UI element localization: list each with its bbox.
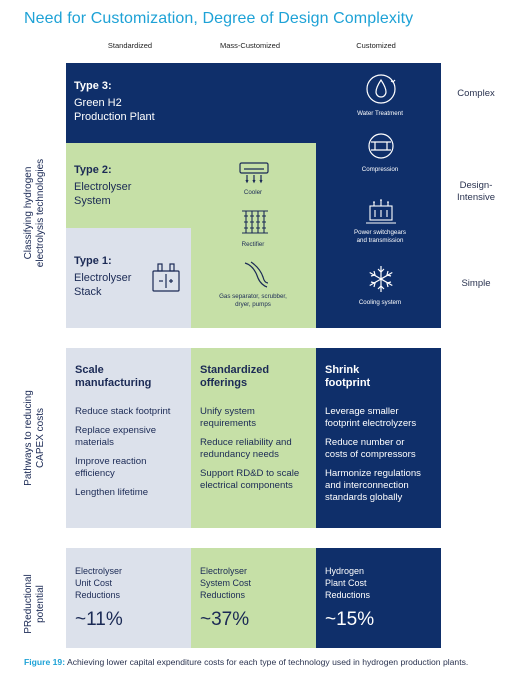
type3-title: Type 3: bbox=[74, 80, 112, 92]
electrolyser-stack-icon bbox=[150, 261, 182, 295]
column-header-standardized: Standardized bbox=[107, 41, 153, 50]
potential-2 bbox=[200, 565, 312, 631]
pathway-1 bbox=[75, 364, 187, 499]
rectifier-icon bbox=[240, 208, 270, 236]
pathway-3-item: Harmonize regulations and interconnection standards globally bbox=[325, 468, 421, 503]
column-header-mass-customized: Mass-Customized bbox=[219, 41, 280, 50]
figure-caption-text: Achieving lower capital expenditure costs for each type of technology used in hydrogen production plants. bbox=[65, 657, 469, 667]
potential-2-label: Electrolyser System Cost Reductions bbox=[200, 566, 252, 600]
column-header-customized: Customized bbox=[356, 41, 396, 50]
pathway-1-item: Improve reaction efficiency bbox=[75, 456, 147, 479]
pipe-icon bbox=[242, 260, 270, 290]
figure-caption bbox=[24, 657, 494, 668]
figure-caption-label: Figure 19: bbox=[24, 657, 66, 667]
power-switchgear-caption: Power switchgears and transmission bbox=[354, 229, 406, 244]
pathway-1-item: Replace expensive materials bbox=[75, 425, 157, 448]
pathway-2-item: Reduce reliability and redundancy needs bbox=[200, 437, 292, 460]
type1-subtitle: Electrolyser Stack bbox=[74, 272, 132, 298]
cooler-caption: Cooler bbox=[243, 189, 263, 196]
type3-subtitle: Green H2 Production Plant bbox=[74, 97, 155, 123]
cooler-icon bbox=[238, 160, 270, 186]
rectifier-caption: Rectifier bbox=[241, 241, 265, 248]
side-label-pathways: Pathways to reducing CAPEX costs bbox=[23, 390, 46, 486]
row-label-design-intensive: Design- Intensive bbox=[456, 180, 496, 203]
power-switchgear-icon bbox=[364, 196, 398, 226]
potential-2-value: ~37% bbox=[200, 609, 250, 630]
type3-label bbox=[74, 80, 224, 124]
pathway-3-item: Leverage smaller footprint electrolyzers bbox=[325, 406, 417, 429]
type2-title: Type 2: bbox=[74, 164, 112, 176]
side-label-pathways-wrap bbox=[10, 348, 60, 528]
potential-1-value: ~11% bbox=[75, 609, 123, 630]
snowflake-icon bbox=[366, 264, 396, 294]
pathway-2-item: Unify system requirements bbox=[200, 406, 256, 429]
row-label-simple: Simple bbox=[461, 278, 491, 289]
pathway-3 bbox=[325, 364, 437, 504]
side-label-classifying: Classifying hydrogen electrolysis technologies bbox=[23, 158, 46, 268]
pathway-2-title: Standardized offerings bbox=[200, 364, 270, 389]
type1-title: Type 1: bbox=[74, 255, 112, 267]
water-drop-icon bbox=[364, 72, 398, 106]
potential-3-label: Hydrogen Plant Cost Reductions bbox=[325, 566, 371, 600]
water-treatment-caption: Water Treatment bbox=[357, 110, 403, 117]
type2-label bbox=[74, 164, 184, 208]
pathway-1-item: Lengthen lifetime bbox=[75, 487, 149, 498]
compression-icon bbox=[365, 130, 397, 162]
gas-separator-caption: Gas separator, scrubber, dryer, pumps bbox=[219, 293, 287, 308]
page-title: Need for Customization, Degree of Design Complexity bbox=[24, 10, 414, 27]
pathway-3-item: Reduce number or costs of compressors bbox=[325, 437, 416, 460]
potential-3 bbox=[325, 565, 437, 631]
side-label-classifying-wrap bbox=[10, 98, 60, 328]
potential-1 bbox=[75, 565, 187, 631]
potential-1-label: Electrolyser Unit Cost Reductions bbox=[75, 566, 123, 600]
side-label-potential: PReductional potential bbox=[23, 574, 46, 634]
type2-subtitle: Electrolyser System bbox=[74, 181, 132, 207]
pathway-2 bbox=[200, 364, 312, 492]
compression-caption: Compression bbox=[361, 166, 399, 173]
pathway-1-item: Reduce stack footprint bbox=[75, 406, 171, 417]
cooling-system-caption: Cooling system bbox=[358, 299, 402, 306]
pathway-2-item: Support RD&D to scale electrical components bbox=[200, 468, 300, 491]
side-label-potential-wrap bbox=[10, 548, 60, 648]
pathway-3-title: Shrink footprint bbox=[325, 364, 371, 389]
row-label-complex: Complex bbox=[457, 88, 495, 99]
pathway-1-title: Scale manufacturing bbox=[75, 364, 152, 389]
potential-3-value: ~15% bbox=[325, 609, 375, 630]
